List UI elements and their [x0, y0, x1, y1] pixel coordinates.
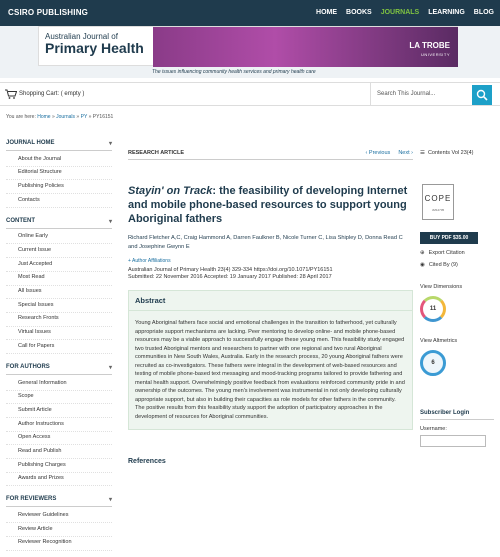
article-header-bar	[128, 150, 413, 160]
sidebar-item[interactable]: Author Instructions	[6, 418, 112, 432]
sidebar-for-reviewers	[6, 492, 112, 550]
breadcrumb-current: PY16151	[92, 114, 114, 120]
banner-image	[153, 27, 458, 67]
sidebar-item[interactable]: Most Read	[6, 272, 112, 286]
sidebar-item[interactable]: Publishing Policies	[6, 180, 112, 194]
sidebar-item[interactable]: Scope	[6, 391, 112, 405]
username-input[interactable]	[420, 435, 486, 447]
article-title-italic: Stayin' on Track	[128, 185, 213, 197]
toc-icon: ☰	[420, 150, 425, 156]
next-link[interactable]: Next ›	[398, 150, 413, 156]
subscriber-login-heading: Subscriber Login	[420, 410, 494, 420]
banner-title	[39, 27, 153, 67]
brand-logo[interactable]: CSIRO PUBLISHING	[8, 8, 89, 17]
search-input[interactable]: Search This Journal...	[370, 83, 472, 105]
journal-tagline: The issues influencing community health services and primary health care	[152, 69, 316, 75]
chevron-down-icon: ▾	[108, 364, 112, 371]
top-bar	[0, 0, 500, 26]
sidebar-item[interactable]: Submit Article	[6, 404, 112, 418]
article-authors[interactable]: Richard Fletcher A,C, Craig Hammond A, Darren Faulkner B, Nicole Turner C, Lisa Shipley D, Donna Read C and Josephine Gwynn E	[128, 235, 403, 250]
sidebar-heading-journal-home[interactable]: JOURNAL HOME ▾	[6, 136, 112, 151]
breadcrumb-prefix: You are here:	[6, 114, 36, 120]
breadcrumb-py[interactable]: PY	[80, 114, 88, 120]
sidebar	[6, 136, 112, 557]
breadcrumb: You are here: Home » Journals » PY » PY16151	[6, 114, 114, 120]
search-icon	[476, 89, 488, 101]
sidebar-item[interactable]: Online Early	[6, 231, 112, 245]
article-dates: Submitted: 22 November 2016 Accepted: 19 January 2017 Published: 28 April 2017	[128, 274, 332, 280]
dimensions-badge[interactable]: 11	[420, 296, 446, 322]
sidebar-content	[6, 214, 112, 354]
chevron-down-icon: ▾	[108, 497, 112, 504]
abstract-heading: Abstract	[129, 291, 412, 311]
top-nav	[316, 9, 494, 16]
altmetric-badge[interactable]: 6	[420, 350, 446, 376]
sidebar-item[interactable]: Awards and Prizes	[6, 473, 112, 487]
cope-logo-sub: JM12705	[431, 208, 445, 212]
sidebar-item[interactable]: Publishing Charges	[6, 459, 112, 473]
altmetrics-label[interactable]: View Altmetrics	[420, 338, 458, 344]
abstract-text: Young Aboriginal fathers face social and emotional challenges in the transition to fatherhood, yet culturally appropriate support mechanisms are lacking. Peer mentoring to develop online- and mobile phone-based resources may be a viable approach to successfully engage these young men. This feasibility study engaged two trusted Aboriginal mentors and researchers to partner with one regional and two rural Aboriginal communities in New South Wales, Australia. Early in the research process, 20 young Aboriginal fathers were recruited as co-investigators. These fathers were integral in the development of web-based resources and testing of mobile phone-based text messaging and mood-tracking programs tailored to provide fathering and mental health support. Overwhelmingly positive feedback from evaluations reinforced community pride in and ownership of the outcomes. The young men's involvement was instrumental in not only developing culturally appropriate support, but also in building their capacities as role models for other fathers in the community. The positive results from this feasibility study support the adoption of participatory approaches in the development of resources for Aboriginal communities.	[135, 320, 405, 420]
sidebar-item[interactable]: Reviewer Recognition	[6, 537, 112, 551]
sidebar-item[interactable]: Contacts	[6, 194, 112, 208]
sidebar-item[interactable]: Current Issue	[6, 244, 112, 258]
cart-icon[interactable]	[5, 89, 17, 99]
sidebar-item[interactable]: General Information	[6, 377, 112, 391]
dimensions-label[interactable]: View Dimensions	[420, 284, 463, 290]
buy-pdf-button[interactable]: BUY PDF $35.00	[420, 232, 478, 244]
sidebar-item[interactable]: Just Accepted	[6, 258, 112, 272]
nav-home[interactable]: HOME	[316, 9, 338, 16]
banner-title-small: Australian Journal of	[45, 32, 118, 41]
latrobe-logo-sub: UNIVERSITY	[420, 52, 450, 57]
sidebar-item[interactable]: Reviewer Guidelines	[6, 509, 112, 523]
sidebar-item[interactable]: About the Journal	[6, 153, 112, 167]
sidebar-item[interactable]: Open Access	[6, 432, 112, 446]
chevron-down-icon: ▾	[108, 141, 112, 147]
sidebar-journal-home	[6, 136, 112, 208]
sidebar-item[interactable]: Read and Publish	[6, 445, 112, 459]
nav-journals[interactable]: JOURNALS	[380, 9, 420, 16]
sidebar-item[interactable]: Research Fronts	[6, 313, 112, 327]
cart-bar	[0, 82, 500, 106]
sidebar-item[interactable]: Special Issues	[6, 299, 112, 313]
article-main	[128, 150, 413, 465]
breadcrumb-home[interactable]: Home	[37, 114, 51, 120]
cited-by-icon: ◉	[420, 262, 425, 268]
search-button[interactable]	[472, 85, 492, 105]
sidebar-item[interactable]: All Issues	[6, 286, 112, 300]
article-citation: Australian Journal of Primary Health 23(4) 329-334 https://doi.org/10.1071/PY16151	[128, 267, 333, 273]
banner-title-big: Primary Health	[45, 40, 144, 56]
references-heading: References	[128, 458, 166, 465]
sidebar-heading-content[interactable]: CONTENT ▾	[6, 214, 112, 229]
cart-label[interactable]: Shopping Cart: ( empty )	[19, 91, 85, 97]
journal-banner[interactable]	[38, 26, 458, 66]
article-pagination	[366, 150, 413, 156]
sidebar-item[interactable]: Editorial Structure	[6, 167, 112, 181]
cope-logo-text: COPE	[424, 194, 452, 203]
article-type: RESEARCH ARTICLE	[128, 150, 185, 156]
sidebar-item[interactable]: Virtual Issues	[6, 327, 112, 341]
contents-link[interactable]	[420, 150, 494, 156]
sidebar-heading-for-authors[interactable]: FOR AUTHORS ▾	[6, 360, 112, 375]
abstract-box	[128, 290, 413, 430]
export-citation-link[interactable]: ⊕ Export Citation	[420, 250, 465, 256]
right-column	[420, 150, 494, 447]
nav-blog[interactable]: BLOG	[473, 9, 494, 16]
latrobe-logo: LA TROBE	[409, 41, 450, 50]
author-affiliations-toggle[interactable]: + Author Affiliations	[128, 258, 171, 264]
previous-link[interactable]: ‹ Previous	[365, 150, 391, 156]
sidebar-heading-for-reviewers[interactable]: FOR REVIEWERS ▾	[6, 492, 112, 507]
sidebar-item[interactable]: Review Article	[6, 523, 112, 537]
cited-by-link[interactable]: ◉ Cited By (9)	[420, 262, 458, 268]
article-title	[128, 184, 413, 226]
contents-label: Contents Vol 23(4)	[427, 150, 474, 156]
username-label: Username:	[420, 426, 447, 432]
cope-logo[interactable]	[422, 184, 454, 220]
chevron-down-icon: ▾	[108, 218, 112, 225]
breadcrumb-journals[interactable]: Journals	[56, 114, 76, 120]
nav-books[interactable]: BOOKS	[346, 9, 372, 16]
sidebar-for-authors	[6, 360, 112, 487]
article-title-rest: : the feasibility of developing Internet and mobile phone-based resources to support young Aboriginal fathers	[128, 185, 408, 225]
export-icon: ⊕	[420, 250, 425, 256]
nav-learning[interactable]: LEARNING	[428, 9, 465, 16]
sidebar-item[interactable]: Call for Papers	[6, 340, 112, 354]
